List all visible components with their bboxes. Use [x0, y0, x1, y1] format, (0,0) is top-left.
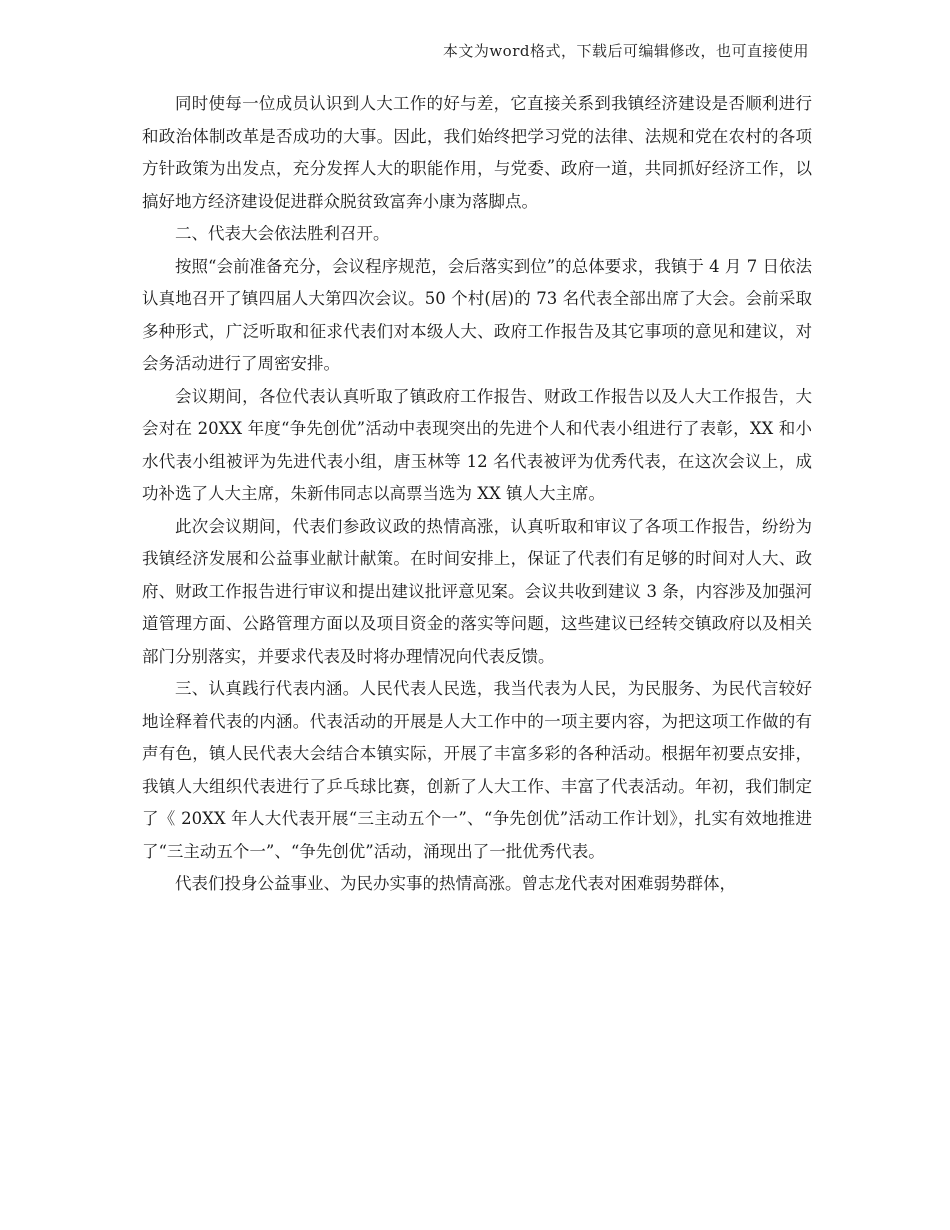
paragraph: 按照“会前准备充分，会议程序规范，会后落实到位”的总体要求，我镇于 4 月 7 日依法认真地召开了镇四届人大第四次会议。50 个村(居)的 73 名代表全部出席了大会。会前采取多种形式，广泛听取和征求代表们对本级人大、政府工作报告及其它事项的意见和建议，对会务活动进行了周密安排。 — [142, 256, 812, 373]
paragraph: 代表们投身公益事业、为民办实事的热情高涨。曾志龙代表对困难弱势群体， — [175, 874, 736, 893]
paragraph: 会议期间，各位代表认真听取了镇政府工作报告、财政工作报告以及人大工作报告，大会对在 20XX 年度“争先创优”活动中表现突出的先进个人和代表小组进行了表彰，XX 和小水代表小组被评为先进代表小组，唐玉林等 12 名代表被评为优秀代表，在这次会议上，成功补选了人大主席，朱新伟同志以高票当选为 XX 镇人大主席。 — [142, 386, 812, 503]
page-header-note: 本文为word格式，下载后可编辑修改，也可直接使用 — [442, 42, 809, 60]
document-body — [142, 88, 812, 901]
paragraph: 同时使每一位成员认识到人大工作的好与差，它直接关系到我镇经济建设是否顺利进行和政治体制改革是否成功的大事。因此，我们始终把学习党的法律、法规和党在农村的各项方针政策为出发点，充分发挥人大的职能作用，与党委、政府一道，共同抓好经济工作，以搞好地方经济建设促进群众脱贫致富奔小康为落脚点。 — [142, 94, 812, 211]
section-heading: 二、代表大会依法胜利召开。 — [175, 224, 390, 243]
paragraph: 三、认真践行代表内涵。人民代表人民选，我当代表为人民，为民服务、为民代言较好地诠释着代表的内涵。代表活动的开展是人大工作中的一项主要内容，为把这项工作做的有声有色，镇人民代表大会结合本镇实际，开展了丰富多彩的各种活动。根据年初要点安排，我镇人大组织代表进行了乒乓球比赛，创新了人大工作、丰富了代表活动。年初，我们制定了《 20XX 年人大代表开展“三主动五个一”、“争先创优”活动工作计划》，扎实有效地推进了“三主动五个一”、“争先创优”活动，涌现出了一批优秀代表。 — [142, 679, 812, 861]
paragraph: 此次会议期间，代表们参政议政的热情高涨，认真听取和审议了各项工作报告，纷纷为我镇经济发展和公益事业献计献策。在时间安排上，保证了代表们有足够的时间对人大、政府、财政工作报告进行审议和提出建议批评意见案。会议共收到建议 3 条，内容涉及加强河道管理方面、公路管理方面以及项目资金的落实等问题，这些建议已经转交镇政府以及相关部门分别落实，并要求代表及时将办理情况向代表反馈。 — [142, 516, 812, 666]
